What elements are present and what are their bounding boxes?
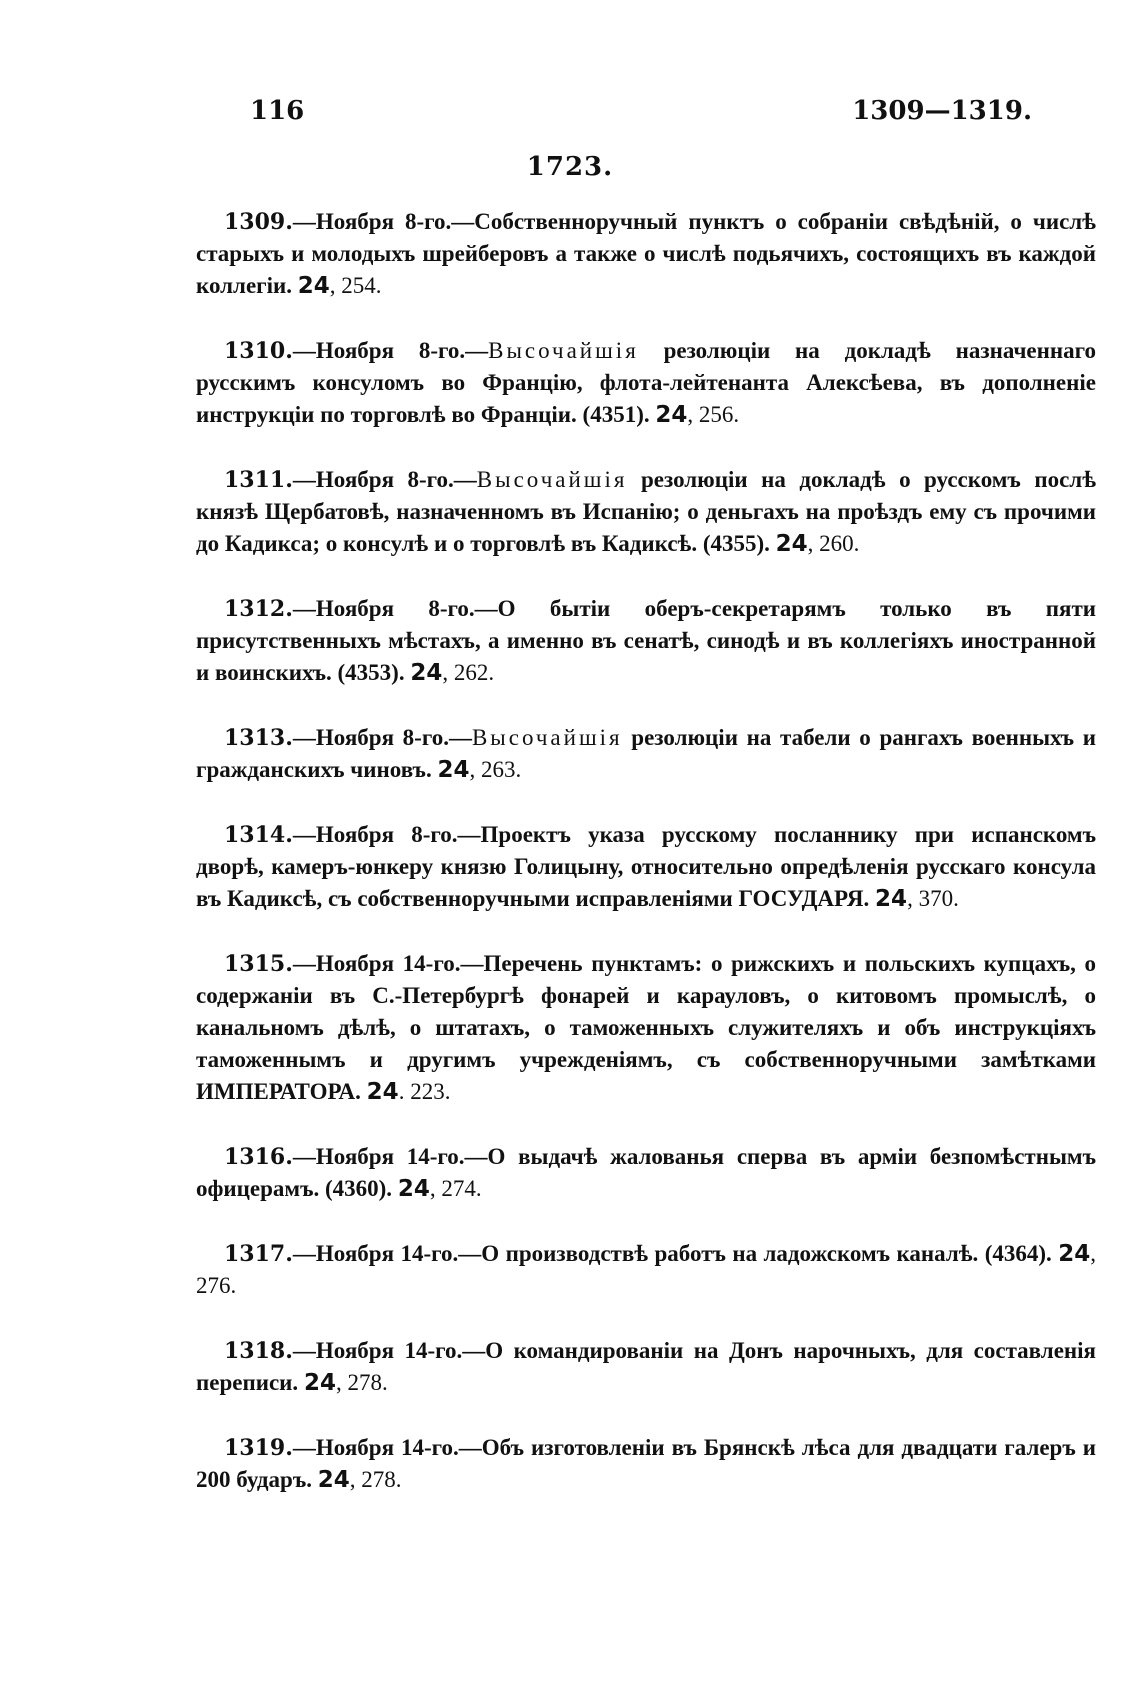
entry-text: О командированіи на Донъ нарочныхъ, для составленія переписи. (196, 1338, 1096, 1395)
entry-spaced-word: Высочайшія (476, 467, 628, 492)
entry-date: —Ноября 14-го.— (292, 1338, 486, 1363)
volume-ref: 24 (1058, 1241, 1091, 1267)
entry-spaced-word: Высочайшія (471, 725, 623, 750)
page-header (250, 96, 1032, 136)
entry-text: О производствѣ работъ на ладожскомъ каналѣ. (4364). (481, 1241, 1052, 1266)
entry-number: 1318. (224, 1338, 293, 1364)
volume-ref: 24 (366, 1079, 399, 1105)
entry-number: 1311. (224, 467, 293, 493)
entry-text: Перечень пунктамъ: о рижскихъ и польскихъ купцахъ, о содержаніи въ С.-Петербургѣ фонарей и карауловъ, о китовомъ промыслѣ, о канальномъ дѣлѣ, о штатахъ, о таможенныхъ служителяхъ и объ инструкціяхъ таможеннымъ и другимъ учрежденіямъ, съ собственноручными замѣтками ИМПЕРАТОРА. (196, 951, 1097, 1104)
entry-1310 (196, 335, 1096, 431)
entry-date: —Ноября 14-го.— (292, 1435, 482, 1460)
entry-text: резолюціи на докладѣ назначеннаго русскимъ консуломъ во Францію, флота-лейтенанта Алексѣева, въ дополненіе инструкціи по торговлѣ во Франціи. (4351). (196, 338, 1096, 427)
volume-ref: 24 (437, 757, 470, 783)
page-ref: , 370. (907, 886, 959, 911)
volume-ref: 24 (655, 402, 688, 428)
page-ref: , 278. (349, 1467, 402, 1492)
volume-ref: 24 (397, 1176, 430, 1202)
entry-spaced-word: Высочайшія (488, 338, 639, 363)
page-ref: , 262. (442, 660, 495, 685)
entry-1313 (196, 722, 1096, 786)
entry-date: —Ноября 14-го.— (292, 1241, 482, 1266)
page-ref: , 263. (469, 757, 522, 782)
page-ref: . 223. (398, 1079, 451, 1104)
entry-date: —Ноября 8-го.— (292, 725, 472, 750)
entry-1317 (196, 1238, 1096, 1302)
entry-number: 1317. (224, 1241, 293, 1267)
entry-number: 1313. (224, 725, 293, 751)
entry-date: —Ноября 14-го.— (292, 1144, 488, 1169)
page-ref: , 276. (196, 1241, 1096, 1298)
entry-number: 1314. (224, 822, 293, 848)
entry-1316 (196, 1141, 1096, 1205)
volume-ref: 24 (775, 531, 808, 557)
volume-ref: 24 (875, 886, 908, 912)
entry-number: 1316. (224, 1144, 293, 1170)
entry-number: 1310. (224, 338, 293, 364)
entry-text: Объ изготовленіи въ Брянскѣ лѣса для двадцати галеръ и 200 бударъ. (196, 1435, 1096, 1492)
entry-1312 (196, 593, 1096, 689)
entry-1309 (196, 206, 1096, 302)
page-ref: , 256. (687, 402, 740, 427)
entry-text: Собственноручный пунктъ о собраніи свѣдѣній, о числѣ старыхъ и молодыхъ шрейберовъ а также о числѣ подьячихъ, состоящихъ въ каждой коллегіи. (196, 209, 1096, 298)
entries-list (196, 206, 1096, 1529)
entry-text: резолюціи на докладѣ о русскомъ послѣ князѣ Щербатовѣ, назначенномъ въ Испанію; о деньгахъ на проѣздъ ему съ прочими до Кадикса; о консулѣ и о торговлѣ въ Кадиксѣ. (4355). (196, 467, 1096, 556)
entry-date: —Ноября 8-го.— (292, 338, 489, 363)
entry-date: —Ноября 8-го.— (292, 822, 481, 847)
page-ref: , 278. (335, 1370, 388, 1395)
entry-text: резолюціи на табели о рангахъ военныхъ и гражданскихъ чиновъ. (196, 725, 1096, 782)
page-number: 116 (250, 96, 305, 126)
entry-text: О выдачѣ жалованья сперва въ арміи безпомѣстнымъ офицерамъ. (4360). (196, 1144, 1096, 1201)
volume-ref: 24 (303, 1370, 336, 1396)
volume-ref: 24 (410, 660, 443, 686)
entry-date: —Ноября 8-го.— (292, 209, 475, 234)
entry-date: —Ноября 14-го.— (292, 951, 484, 976)
page-ref: , 254. (329, 273, 382, 298)
entry-1319 (196, 1432, 1096, 1496)
entry-number: 1309. (224, 209, 293, 235)
entry-number: 1319. (224, 1435, 293, 1461)
entry-1314 (196, 819, 1096, 915)
entry-date: —Ноября 8-го.— (292, 596, 498, 621)
volume-ref: 24 (317, 1467, 350, 1493)
entry-number: 1315. (224, 951, 293, 977)
entry-text: О бытіи оберъ-секретарямъ только въ пяти присутственныхъ мѣстахъ, а именно въ сенатѣ, синодѣ и въ коллегіяхъ иностранной и воинскихъ. (4353). (196, 596, 1096, 685)
entry-1315 (196, 948, 1096, 1108)
page-ref: , 260. (807, 531, 860, 556)
entry-number: 1312. (224, 596, 293, 622)
entry-text: Проектъ указа русскому посланнику при испанскомъ дворѣ, камеръ-юнкеру князю Голицыну, относительно опредѣленія русскаго консула въ Кадиксѣ, съ собственноручными исправленіями ГОСУДАРЯ. (196, 822, 1096, 911)
page-ref: , 274. (429, 1176, 482, 1201)
volume-ref: 24 (297, 273, 330, 299)
entry-range: 1309—1319. (852, 96, 1032, 126)
entry-1318 (196, 1335, 1096, 1399)
entry-date: —Ноября 8-го.— (292, 467, 477, 492)
entry-1311 (196, 464, 1096, 560)
year-heading: 1723. (526, 152, 614, 182)
